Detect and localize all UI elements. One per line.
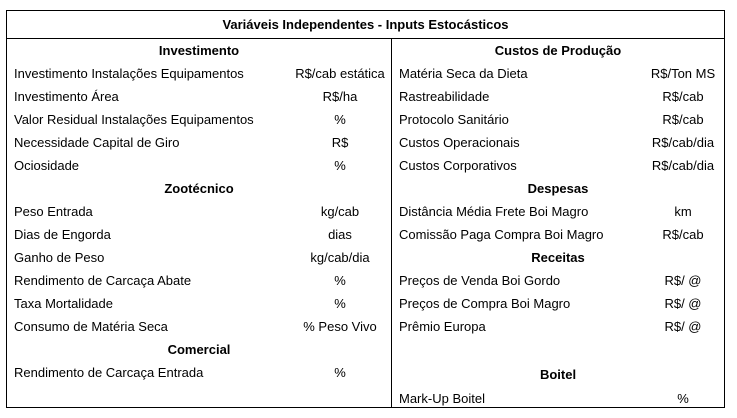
- row-unit: R$/ @: [664, 273, 702, 288]
- row-label: Rastreabilidade: [399, 89, 490, 104]
- row-unit: %: [334, 112, 346, 127]
- row-unit: dias: [328, 227, 352, 242]
- table-row: [7, 108, 391, 131]
- table-row: [392, 387, 724, 410]
- table-row: [7, 292, 391, 315]
- table-row: [7, 131, 391, 154]
- table-row: [7, 315, 391, 338]
- row-label: Valor Residual Instalações Equipamentos: [14, 112, 254, 127]
- row-unit: R$/ @: [664, 296, 702, 311]
- row-unit: R$/cab/dia: [651, 135, 715, 150]
- row-label: Investimento Instalações Equipamentos: [14, 66, 244, 81]
- row-unit: %: [334, 365, 346, 380]
- table-row: [392, 154, 724, 177]
- row-unit: kg/cab/dia: [310, 250, 370, 265]
- row-label: Preços de Compra Boi Magro: [399, 296, 571, 311]
- row-unit: kg/cab: [320, 204, 360, 219]
- section-header-despesas: Despesas: [527, 181, 589, 196]
- row-unit: R$: [331, 135, 349, 150]
- row-label: Matéria Seca da Dieta: [399, 66, 528, 81]
- table-row: [7, 62, 391, 85]
- row-label: Protocolo Sanitário: [399, 112, 509, 127]
- row-unit: %: [334, 158, 346, 173]
- row-unit: R$/Ton MS: [650, 66, 716, 81]
- section-header-comercial: Comercial: [167, 342, 231, 357]
- table-row: [7, 246, 391, 269]
- table-row: [392, 223, 724, 246]
- table-row: [392, 85, 724, 108]
- row-label: Investimento Área: [14, 89, 119, 104]
- row-label: Taxa Mortalidade: [14, 296, 113, 311]
- row-unit: R$/cab: [662, 112, 704, 127]
- row-unit: R$/cab/dia: [651, 158, 715, 173]
- row-unit: R$/ @: [664, 319, 702, 334]
- table-row: [7, 361, 391, 384]
- table-row: [392, 315, 724, 338]
- row-label: Preços de Venda Boi Gordo: [399, 273, 561, 288]
- table-row: [7, 269, 391, 292]
- section-header-investimento: Investimento: [158, 43, 240, 58]
- row-unit: R$/cab estática: [295, 66, 385, 81]
- row-label: Distância Média Frete Boi Magro: [399, 204, 589, 219]
- table-title: Variáveis Independentes - Inputs Estocásticos: [7, 11, 724, 39]
- table-row: [392, 269, 724, 292]
- table-row: [7, 85, 391, 108]
- row-unit: %: [677, 391, 689, 406]
- row-label: Comissão Paga Compra Boi Magro: [399, 227, 604, 242]
- table-row: [392, 200, 724, 223]
- row-label: Ociosidade: [14, 158, 80, 173]
- row-label: Dias de Engorda: [14, 227, 111, 242]
- row-label: Peso Entrada: [14, 204, 93, 219]
- row-unit: R$/ha: [322, 89, 358, 104]
- row-label: Rendimento de Carcaça Abate: [14, 273, 192, 288]
- table-row: [7, 223, 391, 246]
- row-label: Rendimento de Carcaça Entrada: [14, 365, 204, 380]
- table-row: [392, 62, 724, 85]
- row-label: Custos Corporativos: [399, 158, 517, 173]
- table-row: [392, 108, 724, 131]
- table-row: [392, 131, 724, 154]
- row-unit: km: [674, 204, 692, 219]
- row-unit: %: [334, 296, 346, 311]
- row-label: Mark-Up Boitel: [399, 391, 485, 406]
- section-header-receitas: Receitas: [531, 250, 585, 265]
- row-unit: % Peso Vivo: [303, 319, 377, 334]
- row-label: Necessidade Capital de Giro: [14, 135, 180, 150]
- section-header-custos-de-producao: Custos de Produção: [494, 43, 622, 58]
- row-label: Custos Operacionais: [399, 135, 520, 150]
- table-row: [7, 154, 391, 177]
- row-unit: R$/cab: [662, 89, 704, 104]
- row-unit: %: [334, 273, 346, 288]
- row-label: Prêmio Europa: [399, 319, 486, 334]
- row-unit: R$/cab: [662, 227, 704, 242]
- section-header-boitel: Boitel: [539, 367, 577, 382]
- section-header-zootecnico: Zootécnico: [164, 181, 234, 196]
- row-label: Consumo de Matéria Seca: [14, 319, 168, 334]
- table-row: [392, 292, 724, 315]
- table-row: [7, 200, 391, 223]
- row-label: Ganho de Peso: [14, 250, 105, 265]
- inputs-table: [6, 10, 725, 408]
